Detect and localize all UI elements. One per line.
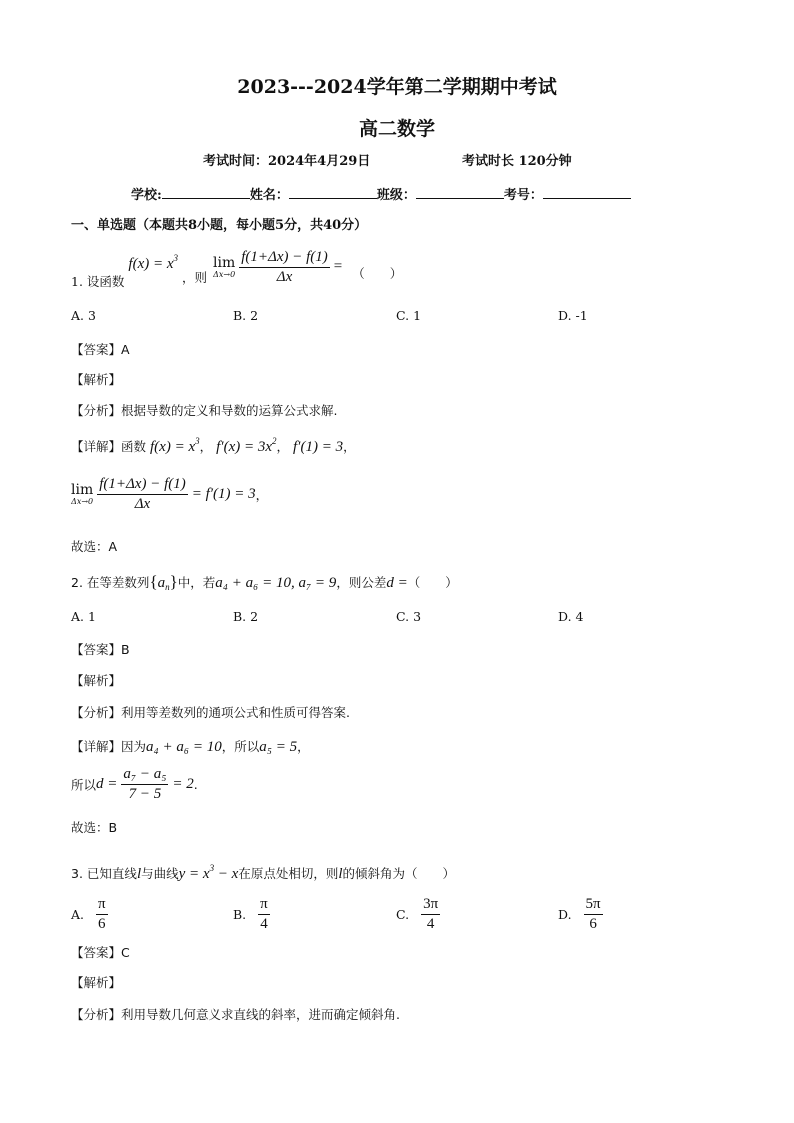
exam-subject: 高二数学 <box>358 118 435 140</box>
q2-answer: 【答案】B <box>71 642 130 657</box>
q1-then: ，则 <box>182 270 208 285</box>
q2-conclusion: 故选：B <box>71 820 118 835</box>
q1-detail-fraction: $\frac{f(1+\Delta x) - f(1)}{\Delta x}$ <box>99 476 186 512</box>
q1-number: 1. <box>71 274 83 289</box>
exam-title: 2023---2024学年第二学期期中考试 <box>237 76 557 98</box>
q2-fraction: $\frac{\text{a₇ − a₅}}{7 - 5}$ <box>123 766 167 802</box>
q1-answer: 【答案】A <box>71 342 130 357</box>
name-label: 姓名： <box>249 188 289 203</box>
q1-analysis-tag: 【解析】 <box>71 372 122 387</box>
number-label: 考号： <box>503 188 543 203</box>
q3-option-c: C. $\frac{3\pi}{4}$ <box>396 896 439 932</box>
q1-stem <box>71 244 402 294</box>
exam-duration: 考试时长 120分钟 <box>462 154 572 169</box>
q1-conclusion: 故选：A <box>71 539 118 554</box>
q1-equals: = <box>333 258 343 275</box>
q1-paren: （ ） <box>352 266 403 281</box>
q2-option-b: B. 2 <box>233 609 259 624</box>
school-blank[interactable] <box>162 185 250 199</box>
q3-stem: 3. 已知直线l与曲线$y = x^3 - x$在原点处相切，则l的倾斜角为（ ） <box>71 863 456 882</box>
q1-prefix: 设函数 <box>86 274 125 289</box>
q3-fenxi: 【分析】利用导数几何意义求直线的斜率，进而确定倾斜角. <box>71 1007 400 1022</box>
q2-option-a: A. 1 <box>71 609 96 624</box>
q1-option-b: B. 2 <box>233 308 259 323</box>
q3-answer: 【答案】C <box>71 945 130 960</box>
q2-detail: 【详解】因为a₄ + a₆ = 10，所以a₅ = 5， <box>71 739 310 755</box>
q2-option-c: C. 3 <box>396 609 422 624</box>
q1-option-c: C. 1 <box>396 308 422 323</box>
number-blank[interactable] <box>543 185 631 199</box>
name-blank[interactable] <box>289 185 377 199</box>
q1-detail-limit: lim Δx→0 $\frac{f(1+\Delta x) - f(1)}{\Delta x}$ = f′(1) = 3， <box>71 476 269 512</box>
q1-fraction: $\frac{f(1+\Delta x) - f(1)}{\Delta x}$ <box>241 248 328 285</box>
q3-option-b: B. $\frac{\pi}{4}$ <box>233 896 268 932</box>
q2-stem: 2. 在等差数列$\{a_n\}$中，若a₄ + a₆ = 10, a₇ = 9，则公差d =（ ） <box>71 572 458 592</box>
q1-detail-lim: lim Δx→0 <box>71 482 94 506</box>
class-label: 班级： <box>376 188 416 203</box>
q1-function: $f(x) = x^3$ <box>128 253 179 272</box>
q3-option-d: D. $\frac{5\pi}{6}$ <box>558 896 601 932</box>
section-heading: 一、单选题（本题共8小题，每小题5分，共40分） <box>71 218 368 233</box>
q1-option-d: D. -1 <box>558 308 588 323</box>
q1-fenxi: 【分析】根据导数的定义和导数的运算公式求解. <box>71 403 338 418</box>
student-info-row <box>131 184 631 203</box>
school-label: 学校: <box>131 188 162 203</box>
q2-fenxi: 【分析】利用等差数列的通项公式和性质可得答案. <box>71 705 350 720</box>
q1-detail: 【详解】函数 $f(x) = x^3$， $f'(x) = 3x^2$， f′(1) = 3， <box>71 436 356 455</box>
q3-analysis-tag: 【解析】 <box>71 975 122 990</box>
q3-option-a: A. $\frac{\pi}{6}$ <box>71 896 106 932</box>
exam-date: 考试时间：2024年4月29日 <box>203 154 371 169</box>
q2-detail-formula: 所以d = $\frac{\text{a₇ − a₅}}{7 - 5}$ = 2. <box>71 766 198 802</box>
q1-limit: lim Δx→0 <box>213 254 236 279</box>
q2-analysis-tag: 【解析】 <box>71 673 122 688</box>
q1-option-a: A. 3 <box>71 308 96 323</box>
q2-option-d: D. 4 <box>558 609 584 624</box>
class-blank[interactable] <box>416 185 504 199</box>
